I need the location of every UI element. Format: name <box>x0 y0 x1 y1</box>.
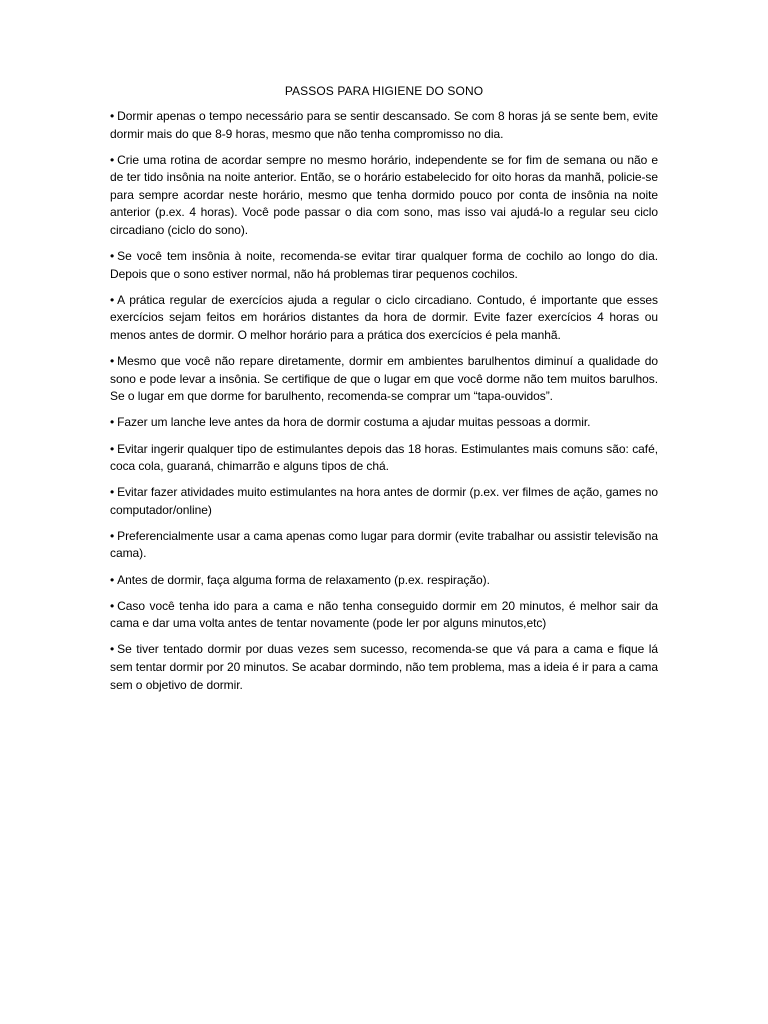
bullet-icon: • <box>110 415 115 430</box>
bullet-icon: • <box>110 152 115 167</box>
paragraph-5 <box>110 353 658 406</box>
paragraph-text: A prática regular de exercícios ajuda a regular o ciclo circadiano. Contudo, é importante que esses exercícios sejam feitos em horários distantes da hora de dormir. Evite fazer exercícios 4 horas ou menos antes de dormir. O melhor horário para a prática dos exercícios é pela manhã. <box>110 292 658 343</box>
paragraph-text: Crie uma rotina de acordar sempre no mesmo horário, independente se for fim de semana ou não e de ter tido insônia na noite anterior. Então, se o horário estabelecido for oito horas da manhã, policie-se para sempre acordar neste horário, mesmo que tenha dormido pouco por conta de insônia na noite anterior (p.ex. 4 horas). Você pode passar o dia com sono, mas isso vai ajudá-lo a regular seu ciclo circadiano (ciclo do sono). <box>110 152 658 238</box>
paragraph-12 <box>110 641 658 694</box>
bullet-icon: • <box>110 642 115 657</box>
paragraph-9 <box>110 528 658 563</box>
paragraph-text: Evitar fazer atividades muito estimulantes na hora antes de dormir (p.ex. ver filmes de ação, games no computador/online) <box>110 485 658 517</box>
paragraph-text: Caso você tenha ido para a cama e não tenha conseguido dormir em 20 minutos, é melhor sair da cama e dar uma volta antes de tentar novamente (pode ler por alguns minutos,etc) <box>110 598 658 631</box>
bullet-icon: • <box>110 292 115 307</box>
paragraph-text: Se você tem insônia à noite, recomenda-se evitar tirar qualquer forma de cochilo ao longo do dia. Depois que o sono estiver normal, não há problemas tirar pequenos cochilos. <box>110 249 658 281</box>
paragraph-11 <box>110 598 658 633</box>
paragraph-text: Evitar ingerir qualquer tipo de estimulantes depois das 18 horas. Estimulantes mais comuns são: café, coca cola, guaraná, chimarrão e alguns tipos de chá. <box>110 441 658 474</box>
bullet-icon: • <box>110 485 115 500</box>
paragraph-text: Antes de dormir, faça alguma forma de relaxamento (p.ex. respiração). <box>117 572 490 587</box>
paragraph-text: Preferencialmente usar a cama apenas como lugar para dormir (evite trabalhar ou assistir televisão na cama). <box>110 528 658 561</box>
bullet-icon: • <box>110 598 115 613</box>
paragraph-text: Mesmo que você não repare diretamente, dormir em ambientes barulhentos diminuí a qualidade do sono e pode levar a insônia. Se certifique de que o lugar em que você dorme não tem muitos barulhos. Se o lugar em que dorme for barulhento, recomenda-se comprar um “tapa-ouvidos”. <box>110 354 658 404</box>
paragraph-7 <box>110 441 658 476</box>
paragraph-3 <box>110 248 658 283</box>
paragraph-2 <box>110 152 658 240</box>
bullet-icon: • <box>110 249 115 264</box>
document-page <box>110 83 658 703</box>
paragraph-8 <box>110 484 658 519</box>
paragraph-1 <box>110 108 658 143</box>
paragraph-text: Fazer um lanche leve antes da hora de dormir costuma a ajudar muitas pessoas a dormir. <box>117 415 591 430</box>
document-title: PASSOS PARA HIGIENE DO SONO <box>284 84 484 98</box>
paragraph-6 <box>110 414 658 432</box>
bullet-icon: • <box>110 572 115 587</box>
paragraph-4 <box>110 292 658 345</box>
bullet-icon: • <box>110 354 115 369</box>
bullet-icon: • <box>110 528 115 543</box>
paragraph-text: Dormir apenas o tempo necessário para se sentir descansado. Se com 8 horas já se sente bem, evite dormir mais do que 8-9 horas, mesmo que não tenha compromisso no dia. <box>110 109 658 141</box>
paragraph-10 <box>110 572 658 590</box>
bullet-icon: • <box>110 109 115 123</box>
bullet-icon: • <box>110 441 115 456</box>
paragraph-text: Se tiver tentado dormir por duas vezes sem sucesso, recomenda-se que vá para a cama e fique lá sem tentar dormir por 20 minutos. Se acabar dormindo, não tem problema, mas a ideia é ir para a cama sem o objetivo de dormir. <box>110 642 658 692</box>
